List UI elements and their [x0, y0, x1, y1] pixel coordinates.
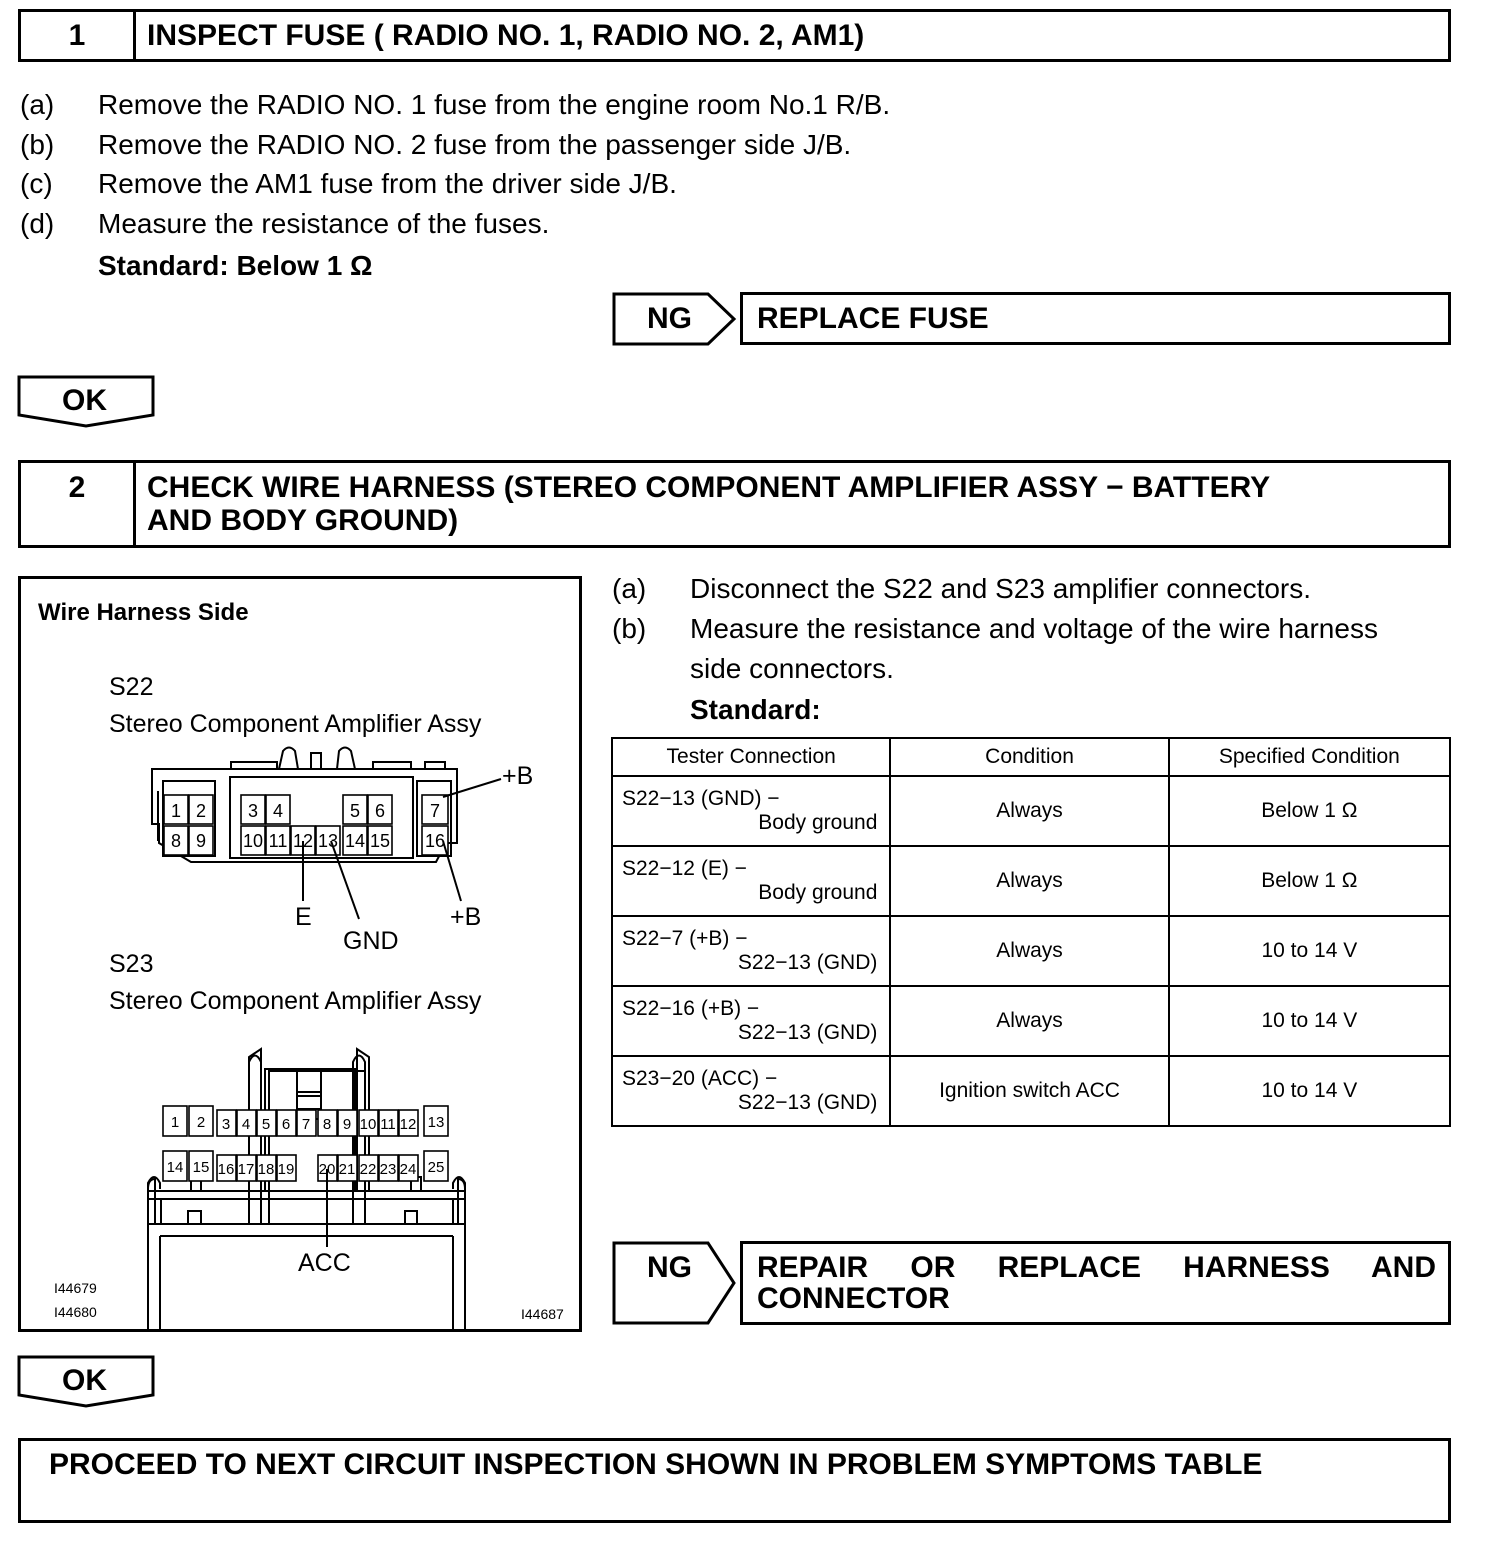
s22-pin: 2	[195, 801, 207, 821]
step2-title-line2: AND BODY GROUND)	[147, 504, 459, 537]
s23-code: S23	[109, 950, 154, 978]
tester-connection-cell: S22−12 (E) − Body ground	[612, 846, 890, 916]
s23-pin: 18	[257, 1161, 275, 1178]
s23-pin: 4	[241, 1116, 251, 1133]
s23-pin: 3	[221, 1116, 231, 1133]
s22-pin: 4	[272, 801, 284, 821]
s23-pin: 5	[261, 1116, 271, 1133]
diagram-heading: Wire Harness Side	[38, 599, 249, 626]
spec-cell: Below 1 Ω	[1169, 846, 1450, 916]
s23-pin: 8	[322, 1116, 332, 1133]
step1-number: 1	[21, 12, 136, 59]
s22-code: S22	[109, 673, 154, 701]
figure-ref: I44680	[54, 1304, 97, 1320]
step2-title-line1: CHECK WIRE HARNESS (STEREO COMPONENT AMPLIFIER ASSY − BATTERY	[147, 471, 1271, 504]
s22-pin: 9	[195, 831, 207, 851]
table-header-row	[612, 738, 1450, 776]
repair-harness-text-line2: CONNECTOR	[757, 1282, 950, 1315]
s23-pin: 11	[380, 1116, 396, 1133]
replace-fuse-text: REPLACE FUSE	[757, 302, 989, 335]
gnd-label: GND	[343, 927, 399, 955]
s23-pin: 1	[170, 1114, 180, 1131]
step1-standard: Standard: Below 1 Ω	[98, 250, 373, 281]
s22-pin: 10	[242, 831, 264, 851]
repair-harness-text-line1: REPAIR OR REPLACE HARNESS AND	[757, 1251, 1436, 1284]
header-specified-condition: Specified Condition	[1169, 738, 1450, 776]
s22-pin: 5	[349, 801, 361, 821]
s23-pin: 25	[427, 1159, 445, 1176]
final-action-box	[18, 1438, 1451, 1523]
tester-connection-cell: S23−20 (ACC) − S22−13 (GND)	[612, 1056, 890, 1126]
s22-pin: 8	[170, 831, 182, 851]
s23-pin: 16	[217, 1161, 235, 1178]
spec-cell: 10 to 14 V	[1169, 986, 1450, 1056]
s22-pin: 14	[344, 831, 366, 851]
step1-title: INSPECT FUSE ( RADIO NO. 1, RADIO NO. 2, AM1)	[147, 19, 865, 52]
final-action-text: PROCEED TO NEXT CIRCUIT INSPECTION SHOWN IN PROBLEM SYMPTOMS TABLE	[49, 1448, 1263, 1481]
table-row	[612, 1056, 1450, 1126]
figure-ref: I44679	[54, 1280, 97, 1296]
acc-label: ACC	[298, 1249, 351, 1277]
spec-table	[611, 737, 1451, 1127]
tester-connection-cell: S22−7 (+B) − S22−13 (GND)	[612, 916, 890, 986]
replace-fuse-box	[740, 292, 1451, 345]
step2-number: 2	[21, 463, 136, 545]
condition-cell: Always	[890, 916, 1168, 986]
s23-pin: 2	[196, 1114, 206, 1131]
plus-b-bottom-label: +B	[450, 903, 482, 931]
s22-pin: 15	[369, 831, 391, 851]
s23-pin: 12	[399, 1116, 417, 1133]
s23-pin: 9	[342, 1116, 352, 1133]
s23-pin: 22	[359, 1161, 377, 1178]
ng-label-1: NG	[647, 302, 692, 335]
step2-standard: Standard:	[690, 694, 821, 725]
table-row	[612, 846, 1450, 916]
ok-label-2: OK	[62, 1364, 107, 1397]
wire-harness-diagram	[18, 576, 582, 1332]
plus-b-top-label: +B	[502, 762, 534, 790]
s23-pin: 14	[166, 1159, 184, 1176]
step2-header	[18, 460, 1451, 548]
step1-header	[18, 9, 1451, 62]
ok-label-1: OK	[62, 384, 107, 417]
ng-label-2: NG	[647, 1251, 692, 1284]
s23-pin: 10	[359, 1116, 377, 1133]
s22-pin: 3	[247, 801, 259, 821]
s23-pin: 21	[338, 1161, 356, 1178]
s23-pin: 20	[318, 1161, 336, 1178]
s22-pin: 1	[170, 801, 182, 821]
spec-cell: Below 1 Ω	[1169, 776, 1450, 846]
s23-pin: 7	[301, 1116, 311, 1133]
s22-pin: 11	[268, 831, 288, 851]
header-tester-connection: Tester Connection	[612, 738, 890, 776]
s23-pin: 23	[379, 1161, 397, 1178]
s23-connector	[21, 579, 579, 1329]
condition-cell: Ignition switch ACC	[890, 1056, 1168, 1126]
header-condition: Condition	[890, 738, 1168, 776]
s22-pin: 13	[317, 831, 339, 851]
table-row	[612, 986, 1450, 1056]
spec-cell: 10 to 14 V	[1169, 916, 1450, 986]
s23-pin: 6	[281, 1116, 291, 1133]
condition-cell: Always	[890, 776, 1168, 846]
repair-harness-box	[740, 1241, 1451, 1325]
s22-pin: 16	[424, 831, 446, 851]
tester-connection-cell: S22−16 (+B) − S22−13 (GND)	[612, 986, 890, 1056]
s23-name: Stereo Component Amplifier Assy	[109, 987, 482, 1015]
s23-pin: 15	[192, 1159, 210, 1176]
e-label: E	[295, 903, 312, 931]
s22-pin: 6	[374, 801, 386, 821]
figure-ref: I44687	[521, 1306, 564, 1322]
tester-connection-cell: S22−13 (GND) − Body ground	[612, 776, 890, 846]
s22-pin: 12	[292, 831, 314, 851]
spec-cell: 10 to 14 V	[1169, 1056, 1450, 1126]
condition-cell: Always	[890, 986, 1168, 1056]
s23-pin: 24	[399, 1161, 417, 1178]
condition-cell: Always	[890, 846, 1168, 916]
table-row	[612, 916, 1450, 986]
s23-pin: 17	[237, 1161, 255, 1178]
s22-pin: 7	[429, 801, 441, 821]
s22-name: Stereo Component Amplifier Assy	[109, 710, 482, 738]
s23-pin: 13	[427, 1114, 445, 1131]
s23-pin: 19	[277, 1161, 295, 1178]
table-row	[612, 776, 1450, 846]
